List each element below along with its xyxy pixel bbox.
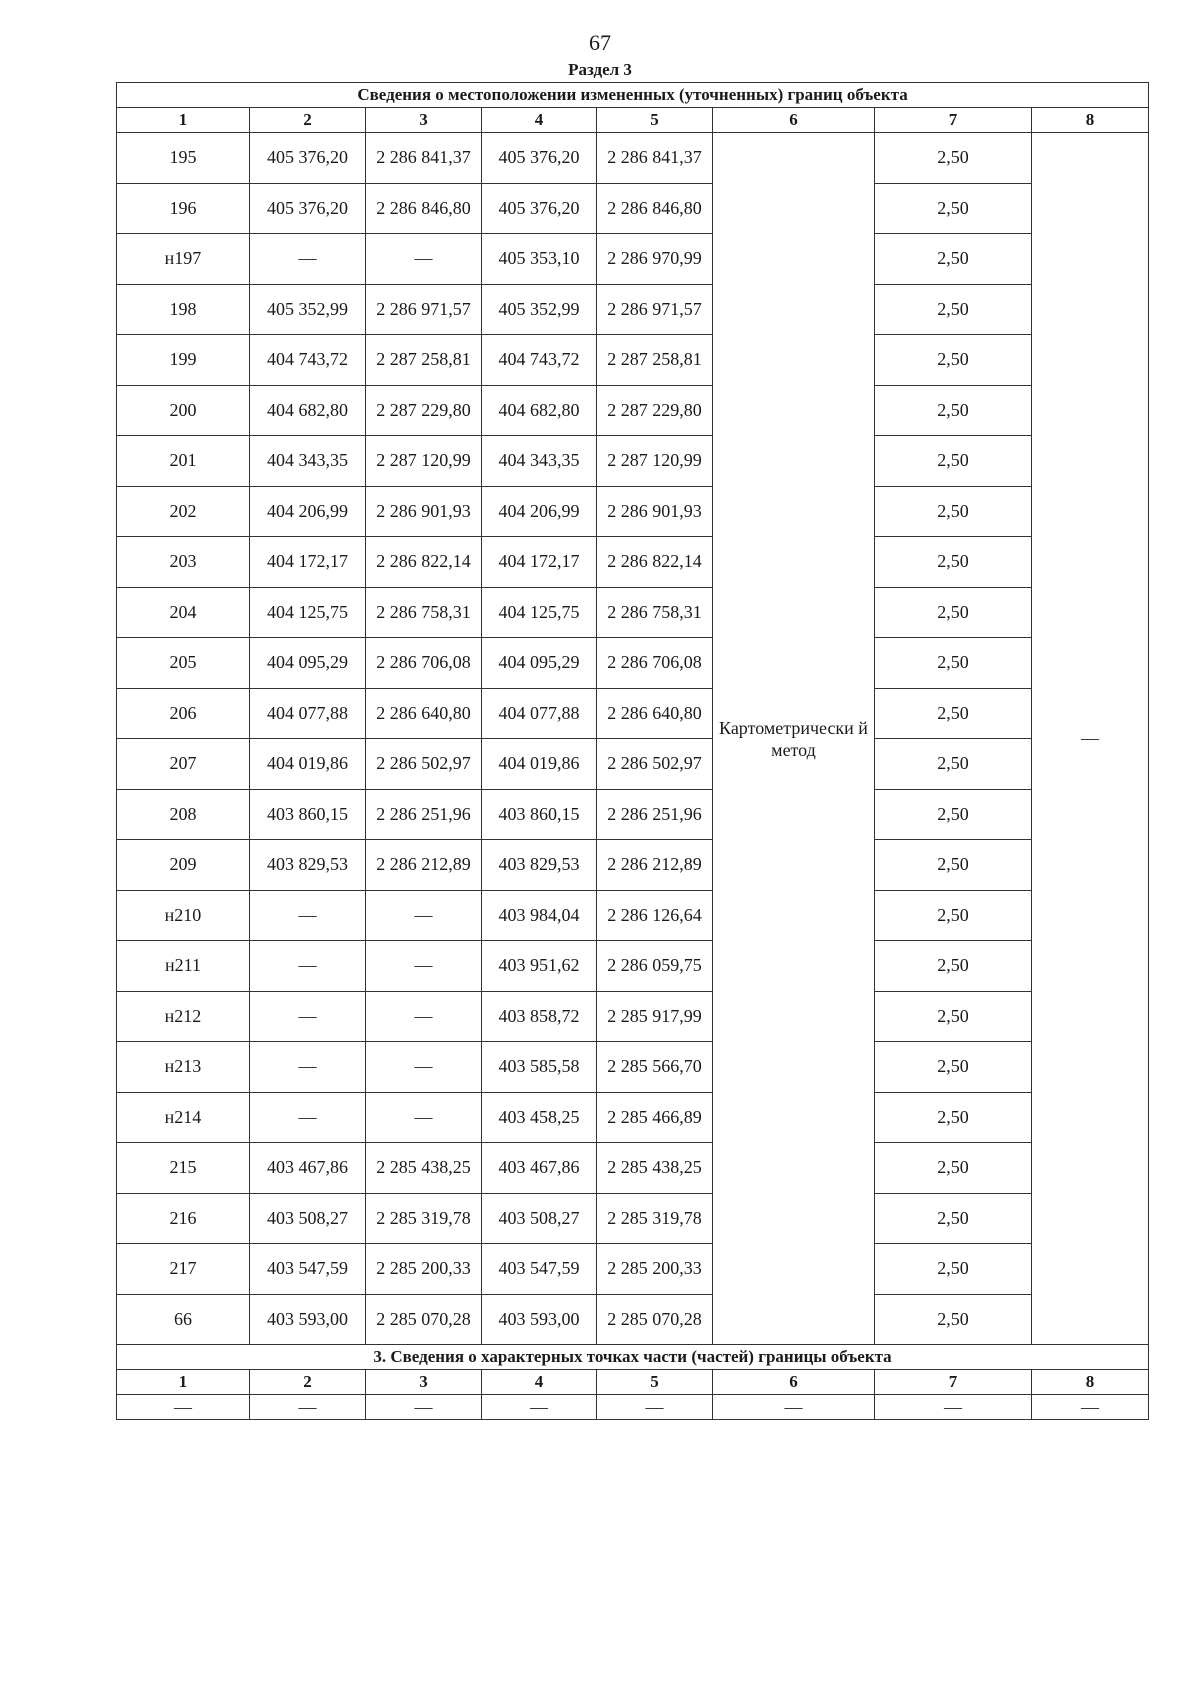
- cell-col-5: 2 286 841,37: [597, 133, 713, 184]
- cell-col-3: 2 286 846,80: [366, 183, 482, 234]
- cell-col-3: 2 286 251,96: [366, 789, 482, 840]
- section2-cell: —: [597, 1395, 713, 1420]
- cell-col-5: 2 285 319,78: [597, 1193, 713, 1244]
- cell-col-3: 2 287 258,81: [366, 335, 482, 386]
- cell-col-1: 201: [117, 436, 250, 487]
- column-number-row: [117, 108, 1149, 133]
- cell-col-2: 403 593,00: [250, 1294, 366, 1345]
- cell-col-1: 207: [117, 739, 250, 790]
- cell-col-2: 404 682,80: [250, 385, 366, 436]
- cell-col-4: 403 458,25: [482, 1092, 597, 1143]
- section2-col-6: 6: [713, 1370, 875, 1395]
- header-col-4: 4: [482, 108, 597, 133]
- section2-col-3: 3: [366, 1370, 482, 1395]
- cell-col-4: 405 352,99: [482, 284, 597, 335]
- cell-col-5: 2 287 229,80: [597, 385, 713, 436]
- cell-col-5: 2 286 126,64: [597, 890, 713, 941]
- table-row: [117, 537, 1149, 588]
- boundary-table: [116, 82, 1149, 1420]
- cell-col-7: 2,50: [875, 183, 1032, 234]
- cell-col-3: 2 286 640,80: [366, 688, 482, 739]
- table-row: [117, 789, 1149, 840]
- cell-col-1: 203: [117, 537, 250, 588]
- cell-col-4: 403 585,58: [482, 1042, 597, 1093]
- cell-col-2: 404 125,75: [250, 587, 366, 638]
- cell-col-2: 405 376,20: [250, 133, 366, 184]
- section2-cell: —: [117, 1395, 250, 1420]
- cell-col-2: 404 343,35: [250, 436, 366, 487]
- cell-col-4: 405 353,10: [482, 234, 597, 285]
- cell-col-5: 2 287 258,81: [597, 335, 713, 386]
- cell-col-7: 2,50: [875, 537, 1032, 588]
- cell-col-2: —: [250, 1042, 366, 1093]
- table-row: [117, 234, 1149, 285]
- cell-col-7: 2,50: [875, 133, 1032, 184]
- cell-col-3: 2 285 319,78: [366, 1193, 482, 1244]
- section2-cell: —: [1032, 1395, 1149, 1420]
- cell-col-1: 208: [117, 789, 250, 840]
- cell-col-2: —: [250, 941, 366, 992]
- cell-col-2: 403 829,53: [250, 840, 366, 891]
- cell-col-2: 405 376,20: [250, 183, 366, 234]
- cell-col-4: 403 467,86: [482, 1143, 597, 1194]
- cell-col-3: 2 286 212,89: [366, 840, 482, 891]
- header-col-7: 7: [875, 108, 1032, 133]
- table-row: [117, 941, 1149, 992]
- cell-col-1: 216: [117, 1193, 250, 1244]
- col8-cell: —: [1032, 133, 1149, 1345]
- cell-col-1: н214: [117, 1092, 250, 1143]
- cell-col-4: 403 593,00: [482, 1294, 597, 1345]
- cell-col-1: 198: [117, 284, 250, 335]
- header-col-3: 3: [366, 108, 482, 133]
- cell-col-1: 196: [117, 183, 250, 234]
- cell-col-2: 405 352,99: [250, 284, 366, 335]
- cell-col-1: н197: [117, 234, 250, 285]
- table-row: [117, 1294, 1149, 1345]
- cell-col-3: 2 286 502,97: [366, 739, 482, 790]
- cell-col-5: 2 285 566,70: [597, 1042, 713, 1093]
- cell-col-2: —: [250, 991, 366, 1042]
- section2-col-8: 8: [1032, 1370, 1149, 1395]
- cell-col-2: 403 467,86: [250, 1143, 366, 1194]
- table-row: [117, 133, 1149, 184]
- cell-col-5: 2 286 822,14: [597, 537, 713, 588]
- cell-col-7: 2,50: [875, 638, 1032, 689]
- cell-col-3: —: [366, 941, 482, 992]
- table-row: [117, 335, 1149, 386]
- cell-col-1: 205: [117, 638, 250, 689]
- header-col-1: 1: [117, 108, 250, 133]
- cell-col-5: 2 286 059,75: [597, 941, 713, 992]
- cell-col-1: н212: [117, 991, 250, 1042]
- cell-col-1: н210: [117, 890, 250, 941]
- cell-col-4: 404 077,88: [482, 688, 597, 739]
- cell-col-7: 2,50: [875, 840, 1032, 891]
- cell-col-4: 404 743,72: [482, 335, 597, 386]
- table-row: [117, 840, 1149, 891]
- cell-col-5: 2 285 917,99: [597, 991, 713, 1042]
- table-row: [117, 284, 1149, 335]
- table-row: [117, 1143, 1149, 1194]
- method-cell: Картометрически й метод: [713, 133, 875, 1345]
- cell-col-3: —: [366, 1042, 482, 1093]
- cell-col-4: 403 829,53: [482, 840, 597, 891]
- cell-col-7: 2,50: [875, 1143, 1032, 1194]
- cell-col-7: 2,50: [875, 284, 1032, 335]
- header-col-8: 8: [1032, 108, 1149, 133]
- cell-col-5: 2 286 758,31: [597, 587, 713, 638]
- cell-col-2: 403 547,59: [250, 1244, 366, 1295]
- cell-col-7: 2,50: [875, 1294, 1032, 1345]
- cell-col-7: 2,50: [875, 1092, 1032, 1143]
- table-row: [117, 587, 1149, 638]
- cell-col-2: 403 860,15: [250, 789, 366, 840]
- cell-col-3: —: [366, 234, 482, 285]
- cell-col-7: 2,50: [875, 890, 1032, 941]
- cell-col-3: 2 286 758,31: [366, 587, 482, 638]
- cell-col-3: —: [366, 1092, 482, 1143]
- cell-col-7: 2,50: [875, 234, 1032, 285]
- table-row: [117, 486, 1149, 537]
- cell-col-4: 404 095,29: [482, 638, 597, 689]
- cell-col-1: н211: [117, 941, 250, 992]
- header-col-5: 5: [597, 108, 713, 133]
- cell-col-3: 2 286 706,08: [366, 638, 482, 689]
- cell-col-7: 2,50: [875, 789, 1032, 840]
- table-row: [117, 890, 1149, 941]
- cell-col-4: 403 858,72: [482, 991, 597, 1042]
- table-row: [117, 1092, 1149, 1143]
- section2-col-4: 4: [482, 1370, 597, 1395]
- cell-col-3: 2 287 229,80: [366, 385, 482, 436]
- cell-col-7: 2,50: [875, 1042, 1032, 1093]
- section2-title: 3. Сведения о характерных точках части (частей) границы объекта: [117, 1345, 1149, 1370]
- cell-col-4: 404 019,86: [482, 739, 597, 790]
- cell-col-7: 2,50: [875, 688, 1032, 739]
- cell-col-4: 404 125,75: [482, 587, 597, 638]
- cell-col-1: 200: [117, 385, 250, 436]
- cell-col-3: 2 286 822,14: [366, 537, 482, 588]
- table-row: [117, 385, 1149, 436]
- cell-col-4: 404 206,99: [482, 486, 597, 537]
- section2-cell: —: [366, 1395, 482, 1420]
- cell-col-5: 2 286 212,89: [597, 840, 713, 891]
- cell-col-5: 2 286 251,96: [597, 789, 713, 840]
- cell-col-7: 2,50: [875, 385, 1032, 436]
- cell-col-7: 2,50: [875, 941, 1032, 992]
- cell-col-1: 206: [117, 688, 250, 739]
- cell-col-4: 405 376,20: [482, 133, 597, 184]
- cell-col-4: 403 984,04: [482, 890, 597, 941]
- cell-col-4: 405 376,20: [482, 183, 597, 234]
- section2-col-1: 1: [117, 1370, 250, 1395]
- cell-col-7: 2,50: [875, 486, 1032, 537]
- cell-col-5: 2 285 438,25: [597, 1143, 713, 1194]
- cell-col-2: —: [250, 890, 366, 941]
- cell-col-2: 404 019,86: [250, 739, 366, 790]
- cell-col-7: 2,50: [875, 991, 1032, 1042]
- cell-col-7: 2,50: [875, 335, 1032, 386]
- section-label: Раздел 3: [568, 60, 632, 79]
- cell-col-3: —: [366, 890, 482, 941]
- table-row: [117, 688, 1149, 739]
- cell-col-2: 404 172,17: [250, 537, 366, 588]
- cell-col-1: 217: [117, 1244, 250, 1295]
- cell-col-2: 404 206,99: [250, 486, 366, 537]
- cell-col-4: 404 343,35: [482, 436, 597, 487]
- table-row: [117, 183, 1149, 234]
- cell-col-4: 404 172,17: [482, 537, 597, 588]
- cell-col-4: 404 682,80: [482, 385, 597, 436]
- section2-cell: —: [713, 1395, 875, 1420]
- cell-col-3: 2 287 120,99: [366, 436, 482, 487]
- cell-col-3: 2 286 971,57: [366, 284, 482, 335]
- cell-col-2: 403 508,27: [250, 1193, 366, 1244]
- cell-col-3: 2 286 901,93: [366, 486, 482, 537]
- cell-col-3: 2 286 841,37: [366, 133, 482, 184]
- cell-col-3: 2 285 200,33: [366, 1244, 482, 1295]
- cell-col-3: 2 285 438,25: [366, 1143, 482, 1194]
- section2-col-2: 2: [250, 1370, 366, 1395]
- table-row: [117, 1244, 1149, 1295]
- cell-col-5: 2 287 120,99: [597, 436, 713, 487]
- cell-col-5: 2 285 200,33: [597, 1244, 713, 1295]
- cell-col-1: 202: [117, 486, 250, 537]
- cell-col-1: 199: [117, 335, 250, 386]
- section2-col-5: 5: [597, 1370, 713, 1395]
- section2-column-number-row: [117, 1370, 1149, 1395]
- cell-col-2: 404 743,72: [250, 335, 366, 386]
- cell-col-5: 2 286 901,93: [597, 486, 713, 537]
- cell-col-7: 2,50: [875, 1244, 1032, 1295]
- cell-col-1: 215: [117, 1143, 250, 1194]
- cell-col-3: —: [366, 991, 482, 1042]
- cell-col-1: 66: [117, 1294, 250, 1345]
- cell-col-5: 2 286 502,97: [597, 739, 713, 790]
- table-row: [117, 1193, 1149, 1244]
- section2-cell: —: [482, 1395, 597, 1420]
- cell-col-5: 2 285 466,89: [597, 1092, 713, 1143]
- cell-col-5: 2 286 846,80: [597, 183, 713, 234]
- cell-col-4: 403 547,59: [482, 1244, 597, 1295]
- cell-col-5: 2 286 971,57: [597, 284, 713, 335]
- table-title: Сведения о местоположении измененных (уточненных) границ объекта: [117, 83, 1149, 108]
- cell-col-5: 2 286 970,99: [597, 234, 713, 285]
- cell-col-1: н213: [117, 1042, 250, 1093]
- cell-col-3: 2 285 070,28: [366, 1294, 482, 1345]
- cell-col-1: 195: [117, 133, 250, 184]
- cell-col-1: 209: [117, 840, 250, 891]
- cell-col-7: 2,50: [875, 1193, 1032, 1244]
- table-row: [117, 1042, 1149, 1093]
- section2-row: [117, 1395, 1149, 1420]
- section2-col-7: 7: [875, 1370, 1032, 1395]
- table-row: [117, 436, 1149, 487]
- cell-col-2: 404 077,88: [250, 688, 366, 739]
- page-number: 67: [589, 30, 611, 55]
- cell-col-4: 403 508,27: [482, 1193, 597, 1244]
- cell-col-2: 404 095,29: [250, 638, 366, 689]
- table-row: [117, 991, 1149, 1042]
- cell-col-7: 2,50: [875, 587, 1032, 638]
- table-row: [117, 638, 1149, 689]
- cell-col-2: —: [250, 1092, 366, 1143]
- header-col-6: 6: [713, 108, 875, 133]
- section2-cell: —: [250, 1395, 366, 1420]
- header-col-2: 2: [250, 108, 366, 133]
- section2-cell: —: [875, 1395, 1032, 1420]
- cell-col-5: 2 286 706,08: [597, 638, 713, 689]
- cell-col-4: 403 951,62: [482, 941, 597, 992]
- cell-col-4: 403 860,15: [482, 789, 597, 840]
- cell-col-5: 2 285 070,28: [597, 1294, 713, 1345]
- cell-col-7: 2,50: [875, 436, 1032, 487]
- cell-col-5: 2 286 640,80: [597, 688, 713, 739]
- table-row: [117, 739, 1149, 790]
- cell-col-7: 2,50: [875, 739, 1032, 790]
- cell-col-1: 204: [117, 587, 250, 638]
- cell-col-2: —: [250, 234, 366, 285]
